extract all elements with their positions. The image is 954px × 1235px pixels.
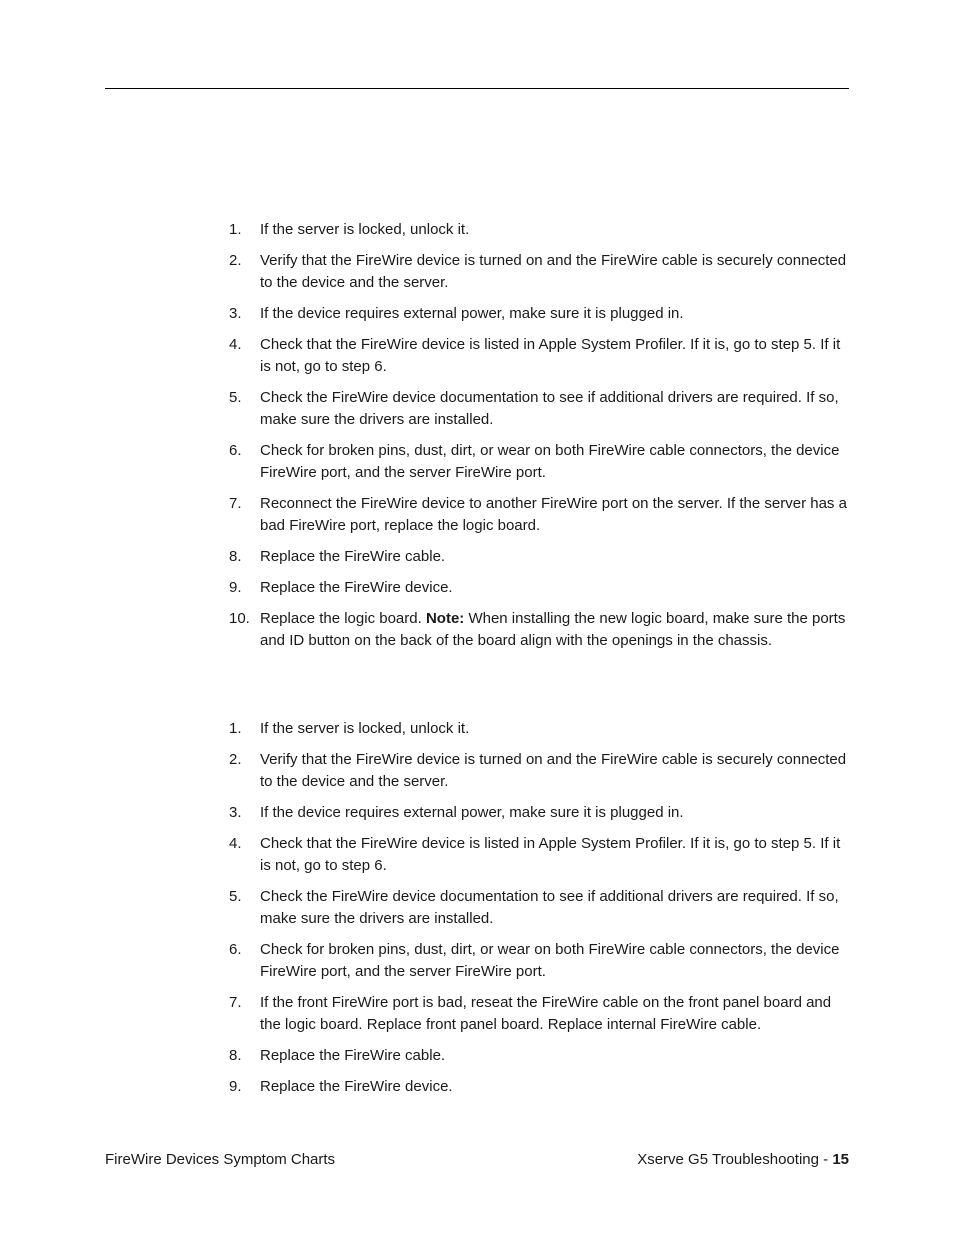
step-number: 6. [229, 941, 242, 958]
step-number: 7. [229, 994, 242, 1011]
step-number: 2. [229, 252, 242, 269]
step-item [229, 802, 849, 824]
step-number: 5. [229, 389, 242, 406]
step-number: 1. [229, 720, 242, 737]
step-item [229, 718, 849, 740]
step-item [229, 992, 849, 1036]
step-item [229, 1045, 849, 1067]
note-label: Note: [425, 610, 465, 627]
step-item [229, 250, 849, 294]
step-item [229, 493, 849, 537]
page-number: 15 [832, 1151, 849, 1168]
step-item [229, 833, 849, 877]
footer-section-title: FireWire Devices Symptom Charts [105, 1151, 336, 1168]
step-number: 2. [229, 751, 242, 768]
step-text: Replace the FireWire cable. [260, 1047, 446, 1064]
step-number: 5. [229, 888, 242, 905]
step-number: 4. [229, 835, 242, 852]
step-text: Check for broken pins, dust, dirt, or wear on both FireWire cable connectors, the device FireWire port, and the server FireWire port. [260, 442, 840, 481]
step-text: If the device requires external power, make sure it is plugged in. [260, 804, 684, 821]
step-text: If the server is locked, unlock it. [260, 221, 470, 238]
step-item [229, 749, 849, 793]
step-item [229, 939, 849, 983]
step-text: Verify that the FireWire device is turned on and the FireWire cable is securely connected to the device and the server. [260, 751, 847, 790]
header-rule [105, 88, 849, 89]
step-text: Reconnect the FireWire device to another FireWire port on the server. If the server has a bad FireWire port, replace the logic board. [260, 495, 847, 534]
step-number: 6. [229, 442, 242, 459]
step-text: Check that the FireWire device is listed in Apple System Profiler. If it is, go to step 5. If it is not, go to step 6. [260, 835, 841, 874]
step-text: Replace the logic board. [260, 610, 422, 627]
step-number: 1. [229, 221, 242, 238]
footer-doc-info [637, 1149, 849, 1171]
step-item [229, 608, 849, 652]
step-item [229, 440, 849, 484]
step-text: Check that the FireWire device is listed in Apple System Profiler. If it is, go to step 5. If it is not, go to step 6. [260, 336, 841, 375]
step-item [229, 387, 849, 431]
step-number: 9. [229, 579, 242, 596]
step-item [229, 303, 849, 325]
step-text: If the front FireWire port is bad, reseat the FireWire cable on the front panel board and the logic board. Replace front panel board. Replace internal FireWire cable. [260, 994, 832, 1033]
step-number: 9. [229, 1078, 242, 1095]
step-text: Replace the FireWire device. [260, 579, 453, 596]
step-item [229, 577, 849, 599]
step-number: 3. [229, 305, 242, 322]
step-text: Replace the FireWire device. [260, 1078, 453, 1095]
step-text: Check the FireWire device documentation to see if additional drivers are required. If so, make sure the drivers are installed. [260, 888, 839, 927]
step-text: Check for broken pins, dust, dirt, or wear on both FireWire cable connectors, the device FireWire port, and the server FireWire port. [260, 941, 840, 980]
step-item [229, 546, 849, 568]
step-text: If the server is locked, unlock it. [260, 720, 470, 737]
step-number: 8. [229, 548, 242, 565]
step-text: Replace the FireWire cable. [260, 548, 446, 565]
step-number: 8. [229, 1047, 242, 1064]
note-text: When installing the new logic board, make sure the ports and ID button on the back of the board align with the openings in the chassis. [260, 610, 846, 649]
steps-list-b [229, 718, 849, 1107]
step-item [229, 334, 849, 378]
step-number: 3. [229, 804, 242, 821]
step-text: If the device requires external power, make sure it is plugged in. [260, 305, 684, 322]
footer-doc-title: Xserve G5 Troubleshooting - [637, 1151, 833, 1168]
steps-list-a [229, 219, 849, 661]
step-item [229, 886, 849, 930]
step-number: 10. [229, 610, 250, 627]
step-text: Verify that the FireWire device is turned on and the FireWire cable is securely connected to the device and the server. [260, 252, 847, 291]
step-text: Check the FireWire device documentation to see if additional drivers are required. If so, make sure the drivers are installed. [260, 389, 839, 428]
step-item [229, 1076, 849, 1098]
step-number: 4. [229, 336, 242, 353]
step-number: 7. [229, 495, 242, 512]
step-item [229, 219, 849, 241]
